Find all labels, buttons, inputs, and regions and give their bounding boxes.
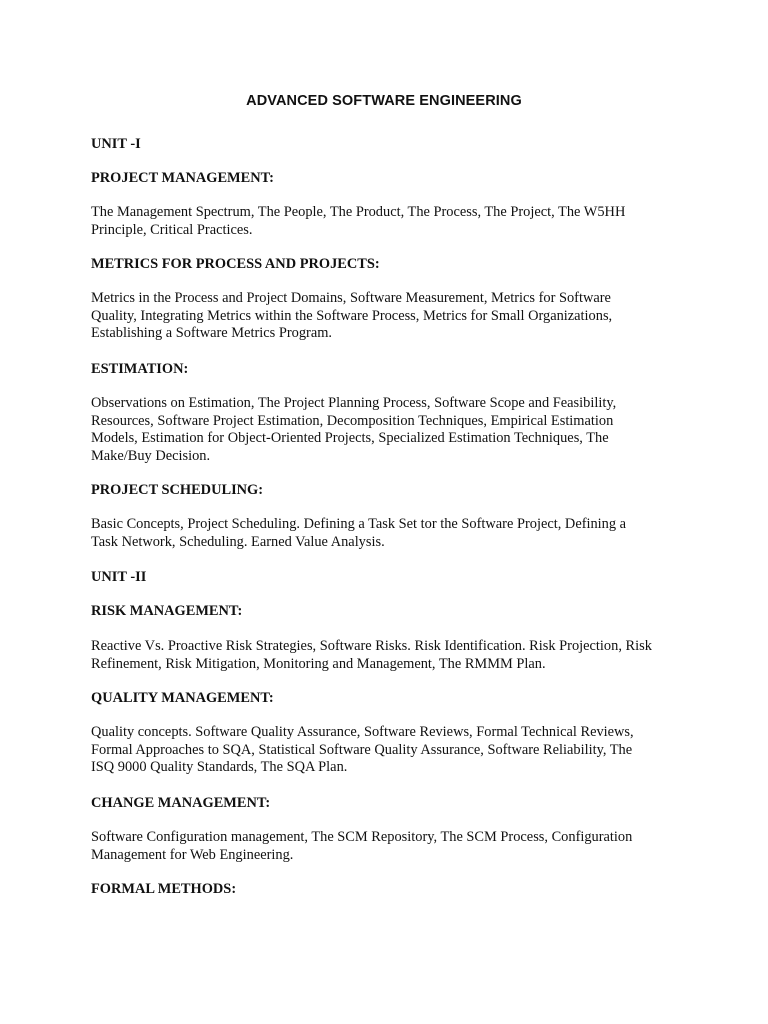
- text-line: ISQ 9000 Quality Standards, The SQA Plan.: [91, 759, 348, 775]
- section-paragraph: [91, 204, 691, 239]
- text-line: Models, Estimation for Object-Oriented Projects, Specialized Estimation Techniques, The: [91, 430, 609, 446]
- text-line: Make/Buy Decision.: [91, 447, 211, 464]
- text-line: Software Configuration management, The SCM Repository, The SCM Process, Configuration: [91, 829, 633, 845]
- section-heading: [91, 482, 691, 500]
- text-line: Principle, Critical Practices.: [91, 221, 253, 238]
- text-line: Reactive Vs. Proactive Risk Strategies, Software Risks. Risk Identification. Risk Projection, Risk: [91, 638, 652, 654]
- text-line: Formal Approaches to SQA, Statistical Software Quality Assurance, Software Reliability, The: [91, 741, 633, 758]
- text-line: Observations on Estimation, The Project Planning Process, Software Scope and Feasibility,: [91, 395, 617, 411]
- section-heading: [91, 881, 691, 899]
- section-heading: [91, 136, 691, 154]
- text-line: UNIT -I: [91, 136, 141, 152]
- text-line: CHANGE MANAGEMENT:: [91, 795, 271, 811]
- text-line: Task Network, Scheduling. Earned Value Analysis.: [91, 533, 385, 550]
- section-paragraph: [91, 516, 691, 551]
- section-paragraph: [91, 638, 691, 673]
- text-line: PROJECT SCHEDULING:: [91, 482, 264, 498]
- text-line: RISK MANAGEMENT:: [91, 603, 243, 619]
- section-paragraph: [91, 395, 691, 465]
- section-paragraph: [91, 829, 691, 864]
- text-line: Basic Concepts, Project Scheduling. Defining a Task Set tor the Software Project, Defining a: [91, 516, 627, 532]
- text-line: Metrics in the Process and Project Domains, Software Measurement, Metrics for Software: [91, 290, 611, 306]
- text-line: METRICS FOR PROCESS AND PROJECTS:: [91, 256, 380, 272]
- text-line: Resources, Software Project Estimation, Decomposition Techniques, Empirical Estimation: [91, 412, 614, 429]
- text-line: FORMAL METHODS:: [91, 881, 237, 897]
- section-heading: [91, 603, 691, 621]
- text-line: Management for Web Engineering.: [91, 846, 294, 863]
- section-heading: [91, 690, 691, 708]
- section-paragraph: [91, 290, 691, 343]
- section-heading: [91, 170, 691, 188]
- text-line: Refinement, Risk Mitigation, Monitoring and Management, The RMMM Plan.: [91, 655, 546, 672]
- document-title: ADVANCED SOFTWARE ENGINEERING: [246, 93, 522, 109]
- text-line: Quality, Integrating Metrics within the Software Process, Metrics for Small Organizations,: [91, 307, 613, 324]
- text-line: The Management Spectrum, The People, The Product, The Process, The Project, The W5HH: [91, 204, 626, 220]
- text-line: ESTIMATION:: [91, 361, 189, 377]
- section-paragraph: [91, 724, 691, 777]
- section-heading: [91, 795, 691, 813]
- section-heading: [91, 361, 691, 379]
- text-line: PROJECT MANAGEMENT:: [91, 170, 274, 186]
- text-line: Quality concepts. Software Quality Assurance, Software Reviews, Formal Technical Reviews,: [91, 724, 634, 740]
- text-line: UNIT -II: [91, 569, 147, 585]
- section-heading: [91, 569, 691, 587]
- text-line: QUALITY MANAGEMENT:: [91, 690, 274, 706]
- section-heading: [91, 256, 691, 274]
- text-line: Establishing a Software Metrics Program.: [91, 325, 332, 341]
